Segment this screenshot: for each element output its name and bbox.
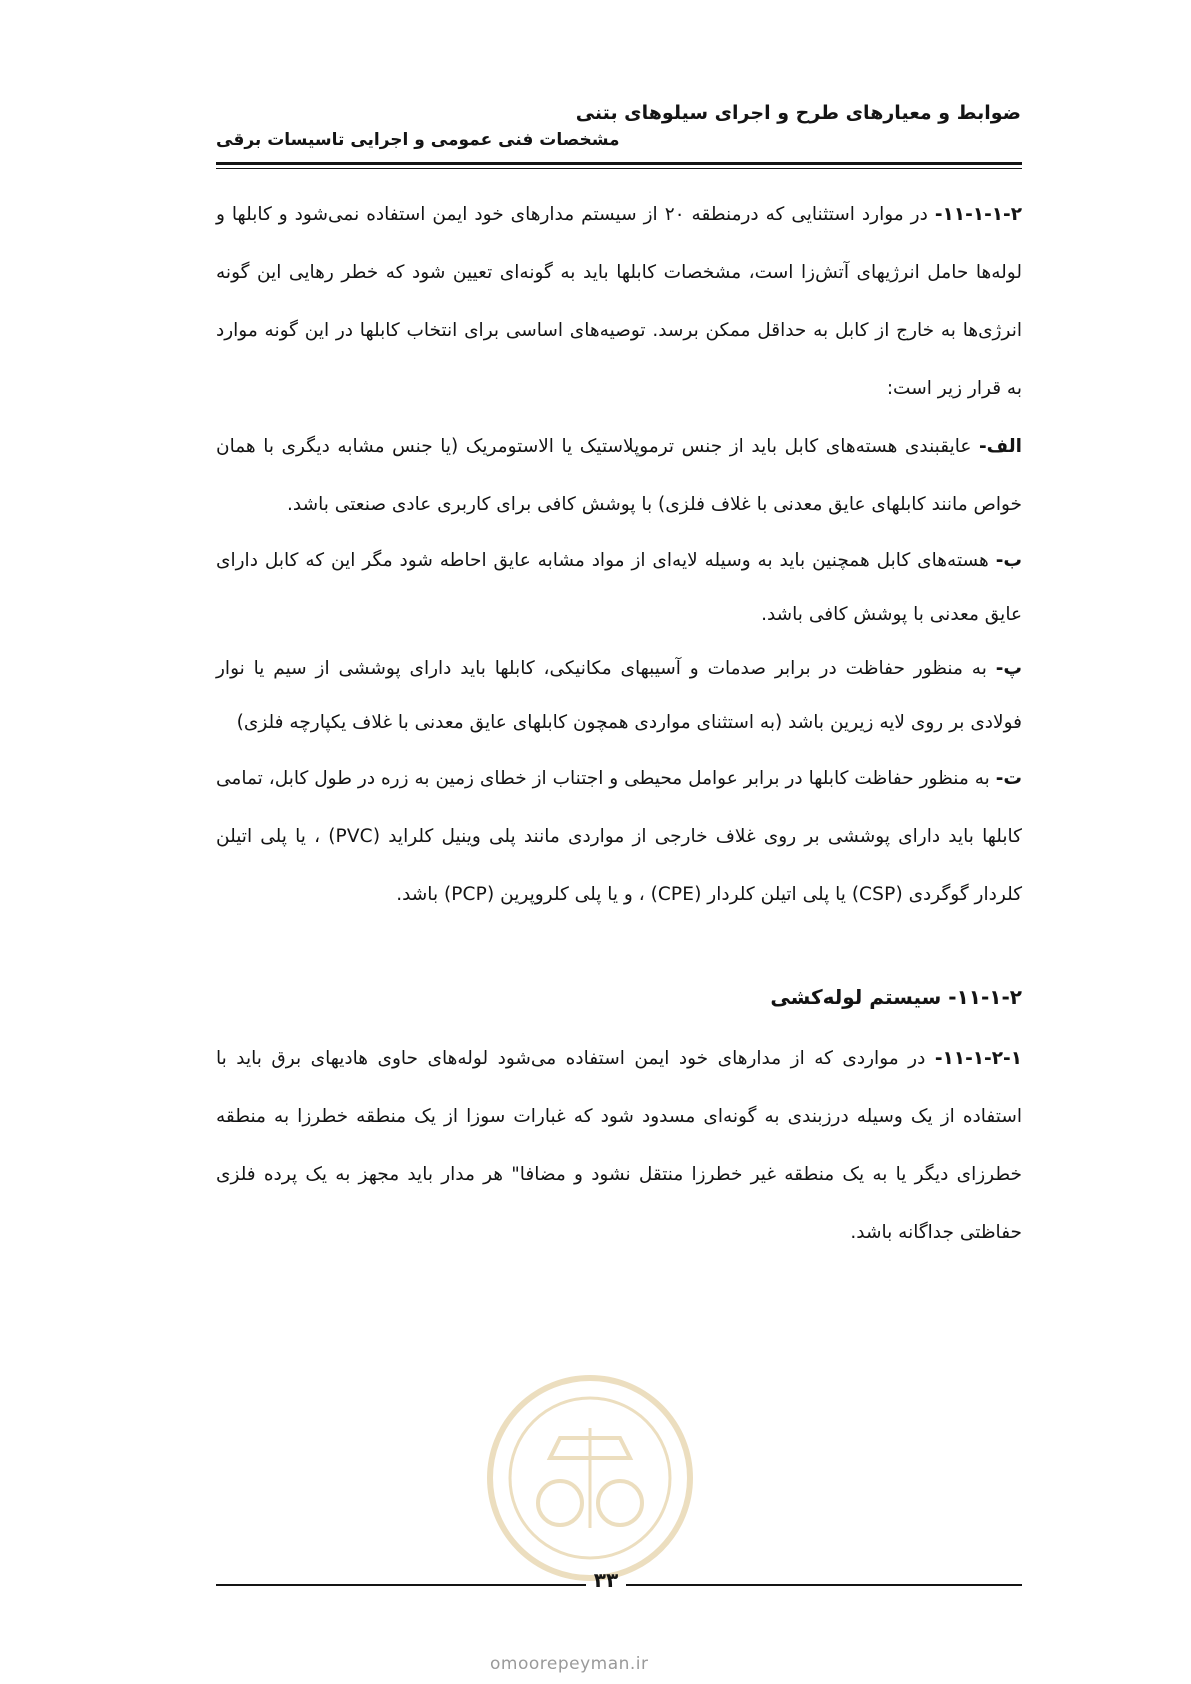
list-marker: پ- [995,658,1022,679]
subsection-heading: ۱۱-۱-۲- سیستم لوله‌کشی [770,985,1022,1009]
list-item-te [216,750,1022,924]
clause-number: ۱۱-۱-۲-۱- [934,1048,1022,1069]
footer-rule-right [626,1584,1022,1586]
list-item-pe [216,642,1022,750]
running-header-book-title: ضوابط و معیارهای طرح و اجرای سیلوهای بتنی [575,102,1021,124]
footer-rule-left [216,1584,586,1586]
list-item-be [216,534,1022,642]
running-header-section-title: مشخصات فنی عمومی و اجرایی تاسیسات برقی [216,130,620,150]
page-number: ۳۳ [593,1568,619,1592]
list-item-text: عایقبندی هسته‌های کابل باید از جنس ترموپلاستیک یا الاستومریک (یا جنس مشابه دیگری با همان خواص مانند کابلهای عایق معدنی با غلاف فلزی) با پوشش کافی برای کاربری عادی صنعتی باشد. [216,436,1022,515]
source-watermark-text: omoorepeyman.ir [490,1654,649,1674]
list-item-text: به منظور حفاظت در برابر صدمات و آسیبهای مکانیکی، کابلها باید دارای پوششی از سیم یا نوار فولادی بر روی لایه زیرین باشد (به استثنای مواردی همچون کابلهای عایق معدنی با غلاف یکپارچه فلزی) [216,658,1022,733]
clause-number: ۱۱-۱-۱-۲- [934,204,1023,225]
watermark-seal-icon [480,1368,700,1588]
paragraph-text: در موارد استثنایی که درمنطقه ۲۰ از سیستم مدارهای خود ایمن استفاده نمی‌شود و کابلها و لوله‌ها حامل انرژیهای آتش‌زا است، مشخصات کابلها باید به گونه‌ای تعیین شود که خطر رهایی این گونه انرژی‌ها به خارج از کابل به حداقل ممکن برسد. توصیه‌های اساسی برای انتخاب کابلها در این گونه موارد به قرار زیر است: [216,204,1022,399]
paragraph-11-1-2-1 [216,1030,1022,1262]
list-marker: الف- [979,436,1022,457]
main-text [216,186,1022,1262]
header-rule-thin [216,168,1022,169]
paragraph-11-1-1-2 [216,186,1022,418]
list-item-alef [216,418,1022,534]
list-marker: ت- [995,768,1022,789]
paragraph-text: در مواردی که از مدارهای خود ایمن استفاده می‌شود لوله‌های حاوی هادیهای برق باید با استفاده از یک وسیله درزبندی به گونه‌ای مسدود شود که غبارات سوزا از یک منطقه خطرزا به منطقه خطرزای دیگر یا به یک منطقه غیر خطرزا منتقل نشود و مضافا" هر مدار باید مجهز به یک پرده فلزی حفاظتی جداگانه باشد. [216,1048,1022,1243]
list-marker: ب- [995,550,1022,571]
header-rule-thick [216,162,1022,165]
list-item-text: به منظور حفاظت کابلها در برابر عوامل محیطی و اجتناب از خطای زمین به زره در طول کابل، تمامی کابلها باید دارای پوششی بر روی غلاف خارجی از مواردی مانند پلی وینیل کلراید (PVC) ، یا پلی اتیلن کلردار گوگردی (CSP) یا پلی اتیلن کلردار (CPE) ، و یا پلی کلروپرین (PCP) باشد. [216,768,1022,905]
list-item-text: هسته‌های کابل همچنین باید به وسیله لایه‌ای از مواد مشابه عایق احاطه شود مگر این که کابل دارای عایق معدنی با پوشش کافی باشد. [216,550,1022,625]
